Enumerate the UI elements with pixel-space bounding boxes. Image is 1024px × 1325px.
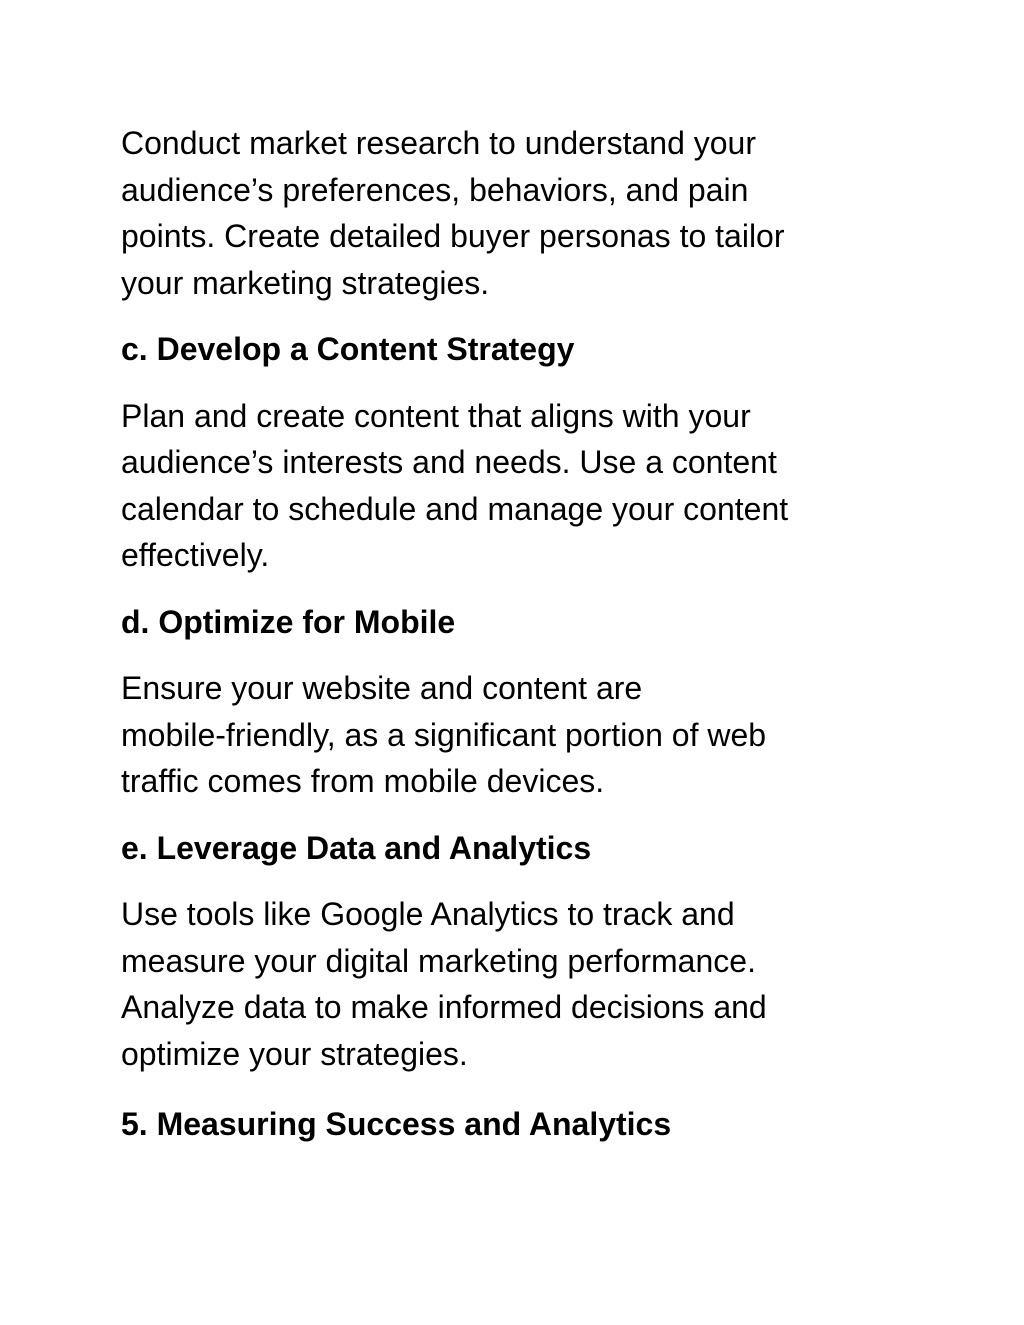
- heading-measuring-success: 5. Measuring Success and Analytics: [121, 1106, 672, 1142]
- text-line: mobile-friendly, as a significant portion of web: [121, 716, 767, 753]
- text-line: your marketing strategies.: [121, 264, 490, 301]
- text-line: optimize your strategies.: [121, 1035, 468, 1072]
- heading-optimize-mobile: d. Optimize for Mobile: [121, 603, 456, 640]
- text-line: calendar to schedule and manage your content: [121, 490, 789, 527]
- heading-content-strategy: c. Develop a Content Strategy: [121, 331, 575, 367]
- text-line: effectively.: [121, 537, 270, 573]
- text-line: measure your digital marketing performance.: [121, 942, 756, 979]
- paragraph-analytics: [121, 891, 881, 1077]
- text-line: Analyze data to make informed decisions and: [121, 989, 767, 1025]
- text-line: points. Create detailed buyer personas to tailor: [121, 218, 785, 254]
- text-line: Use tools like Google Analytics to track and: [121, 896, 735, 932]
- text-line: audience’s interests and needs. Use a content: [121, 444, 777, 480]
- heading-data-analytics: e. Leverage Data and Analytics: [121, 829, 592, 866]
- paragraph-content-strategy: [121, 393, 881, 579]
- paragraph-mobile: [121, 665, 881, 805]
- text-line: Ensure your website and content are: [121, 670, 643, 706]
- text-line: traffic comes from mobile devices.: [121, 763, 605, 799]
- paragraph-market-research: [121, 120, 881, 306]
- document-page: [121, 120, 881, 1148]
- text-line: audience’s preferences, behaviors, and pain: [121, 171, 749, 208]
- text-line: Conduct market research to understand your: [121, 125, 756, 161]
- text-line: Plan and create content that aligns with your: [121, 397, 751, 434]
